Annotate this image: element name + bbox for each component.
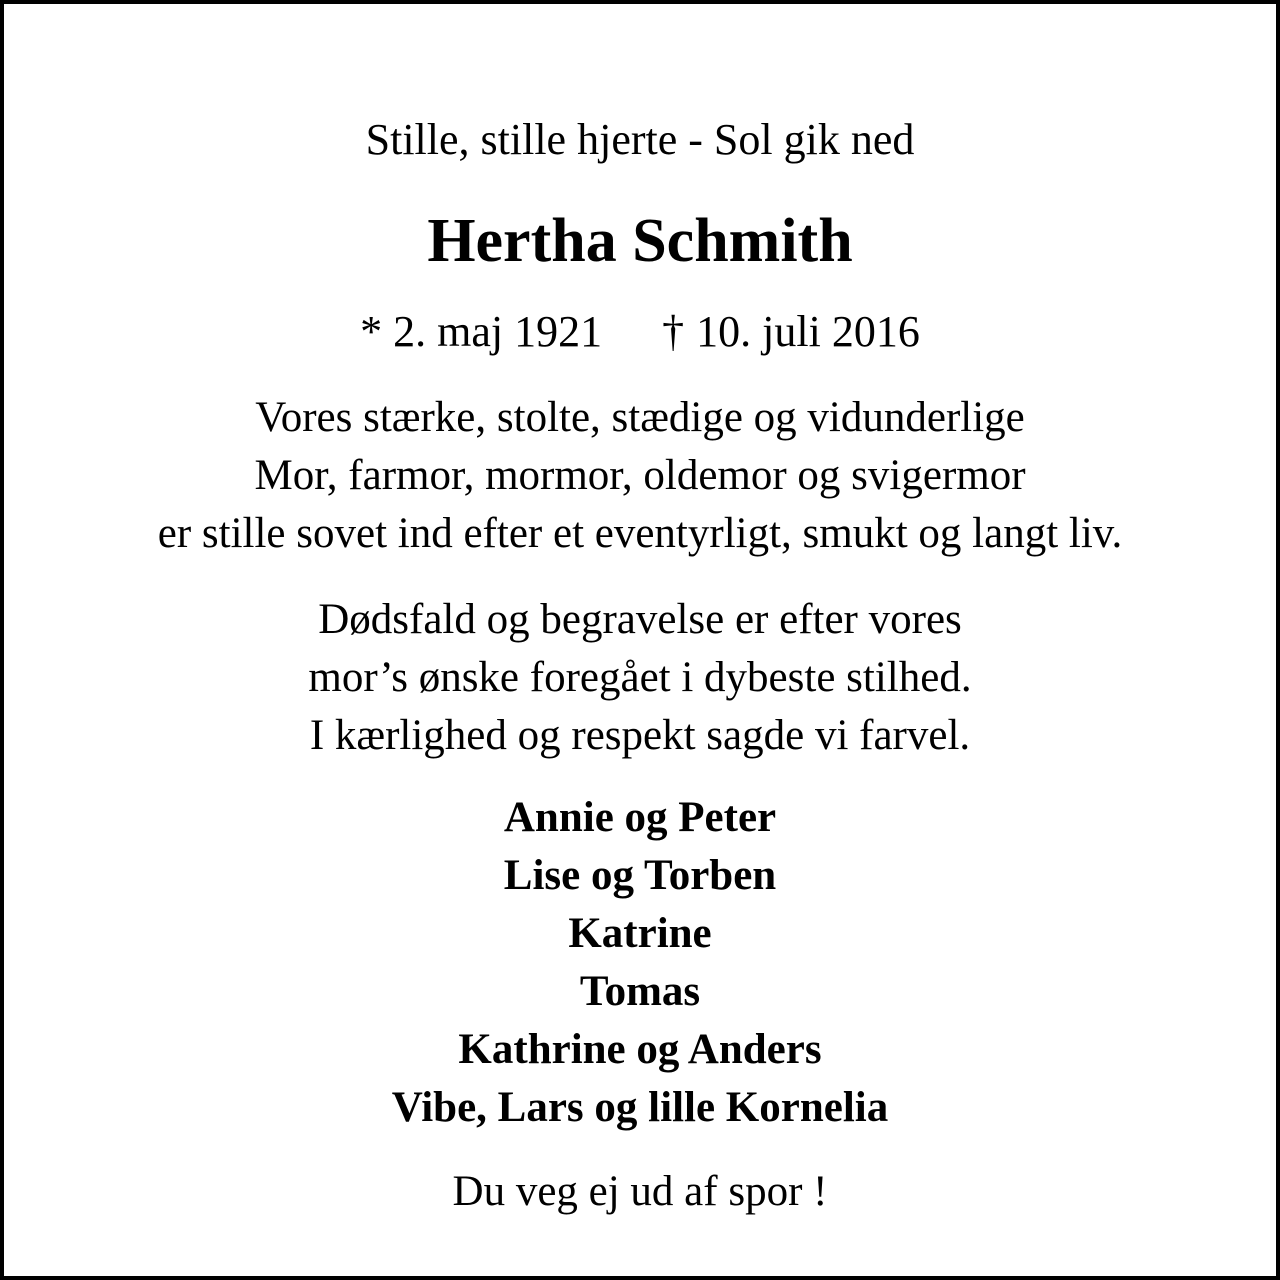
- death-cross-icon: †: [662, 307, 685, 356]
- life-dates: [0, 307, 1280, 356]
- paragraph1-line: er stille sovet ind efter et eventyrligt, smukt og langt liv.: [157, 510, 1123, 557]
- family-member: Lise og Torben: [503, 852, 777, 899]
- family-member: Vibe, Lars og lille Kornelia: [391, 1084, 889, 1131]
- paragraph2-line: mor’s ønske foregået i dybeste stilhed.: [308, 654, 972, 701]
- family-member: Tomas: [579, 968, 701, 1015]
- paragraph2-line: Dødsfald og begravelse er efter vores: [318, 596, 962, 643]
- closing-line: Du veg ej ud af spor !: [452, 1168, 828, 1215]
- opening-verse: Stille, stille hjerte - Sol gik ned: [365, 115, 915, 164]
- family-member: Katrine: [568, 910, 712, 957]
- birth-date: * 2. maj 1921: [360, 307, 603, 356]
- family-member: Annie og Peter: [503, 794, 777, 841]
- deceased-name: Hertha Schmith: [427, 207, 853, 275]
- death-date: 10. juli 2016: [696, 307, 920, 356]
- family-member: Kathrine og Anders: [458, 1026, 822, 1073]
- paragraph1-line: Mor, farmor, mormor, oldemor og svigermor: [254, 452, 1026, 499]
- paragraph2-line: I kærlighed og respekt sagde vi farvel.: [309, 712, 971, 759]
- paragraph1-line: Vores stærke, stolte, stædige og vidunderlige: [255, 394, 1025, 441]
